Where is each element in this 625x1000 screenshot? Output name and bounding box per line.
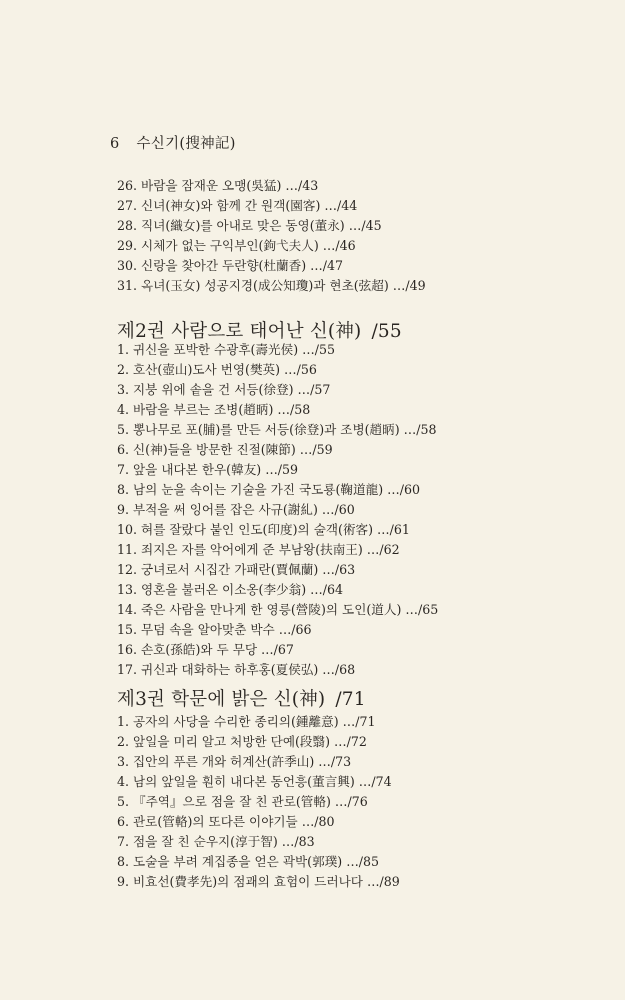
toc-entry: 3. 집안의 푸른 개와 허계산(許季山) …/73 [117, 754, 352, 769]
toc-entry: 8. 남의 눈을 속이는 기술을 가진 국도룡(鞠道龍) …/60 [117, 482, 420, 497]
toc-entry: 1. 귀신을 포박한 수광후(壽光侯) …/55 [117, 342, 335, 357]
toc-entry: 27. 신녀(神女)와 함께 간 원객(園客) …/44 [117, 198, 358, 213]
toc-entry: 2. 앞일을 미리 알고 처방한 단예(段翳) …/72 [117, 734, 367, 749]
toc-entry: 14. 죽은 사람을 만나게 한 영릉(營陵)의 도인(道人) …/65 [117, 602, 439, 617]
toc-entry: 4. 바람을 부르는 조병(趙昞) …/58 [117, 402, 311, 417]
toc-entry: 11. 죄지은 자를 악어에게 준 부남왕(扶南王) …/62 [117, 542, 400, 557]
book3-heading [117, 685, 366, 711]
toc-entry: 10. 혀를 잘랐다 붙인 인도(印度)의 술객(術客) …/61 [117, 522, 410, 537]
toc-entry: 1. 공자의 사당을 수리한 종리의(鍾離意) …/71 [117, 714, 376, 729]
toc-entry: 31. 옥녀(玉女) 성공지경(成公知瓊)과 현초(弦超) …/49 [117, 278, 426, 293]
toc-entry: 6. 관로(管輅)의 또다른 이야기들 …/80 [117, 814, 335, 829]
toc-entry: 2. 호산(壺山)도사 번영(樊英) …/56 [117, 362, 317, 377]
toc-entry: 9. 비효선(費孝先)의 점괘의 효험이 드러나다 …/89 [117, 874, 400, 889]
page-number: 6 [110, 136, 120, 152]
toc-entry: 7. 앞을 내다본 한우(韓友) …/59 [117, 462, 299, 477]
toc-entry: 9. 부적을 써 잉어를 잡은 사규(謝糺) …/60 [117, 502, 355, 517]
toc-entry: 8. 도술을 부려 계집종을 얻은 곽박(郭璞) …/85 [117, 854, 380, 869]
book2-toc [117, 340, 587, 680]
toc-entry: 7. 점을 잘 친 순우지(淳于智) …/83 [117, 834, 315, 849]
toc-entry: 6. 신(神)들을 방문한 진절(陳節) …/59 [117, 442, 333, 457]
book3-heading-title: 제3권 학문에 밝은 신(神) [117, 689, 326, 710]
book3-heading-page: /71 [335, 689, 366, 710]
toc-entry: 4. 남의 앞일을 훤히 내다본 동언흥(董言興) …/74 [117, 774, 392, 789]
toc-entry: 30. 신랑을 찾아간 두란향(杜蘭香) …/47 [117, 258, 344, 273]
toc-entry: 13. 영혼을 불러온 이소옹(李少翁) …/64 [117, 582, 344, 597]
toc-entry: 12. 궁녀로서 시집간 가패란(賈佩蘭) …/63 [117, 562, 356, 577]
running-header [110, 132, 236, 153]
toc-entry: 17. 귀신과 대화하는 하후홍(夏侯弘) …/68 [117, 662, 356, 677]
toc-entry: 5. 『주역』으로 점을 잘 친 관로(管輅) …/76 [117, 794, 368, 809]
book-title: 수신기(搜神記) [136, 136, 236, 152]
toc-entry: 28. 직녀(織女)를 아내로 맞은 동영(董永) …/45 [117, 218, 382, 233]
book2-heading-title: 제2권 사람으로 태어난 신(神) [117, 321, 362, 342]
toc-entry: 26. 바람을 잠재운 오맹(吳猛) …/43 [117, 178, 319, 193]
toc-entry: 15. 무덤 속을 알아맞춘 박수 …/66 [117, 622, 312, 637]
toc-entry: 5. 뽕나무로 포(脯)를 만든 서등(徐登)과 조병(趙昞) …/58 [117, 422, 437, 437]
book1-toc-tail [117, 176, 587, 296]
book2-heading-page: /55 [371, 321, 402, 342]
toc-entry: 3. 지붕 위에 솥을 건 서등(徐登) …/57 [117, 382, 331, 397]
book3-toc [117, 712, 587, 892]
toc-entry: 29. 시체가 없는 구익부인(鉤弋夫人) …/46 [117, 238, 356, 253]
toc-entry: 16. 손호(孫皓)와 두 무당 …/67 [117, 642, 294, 657]
